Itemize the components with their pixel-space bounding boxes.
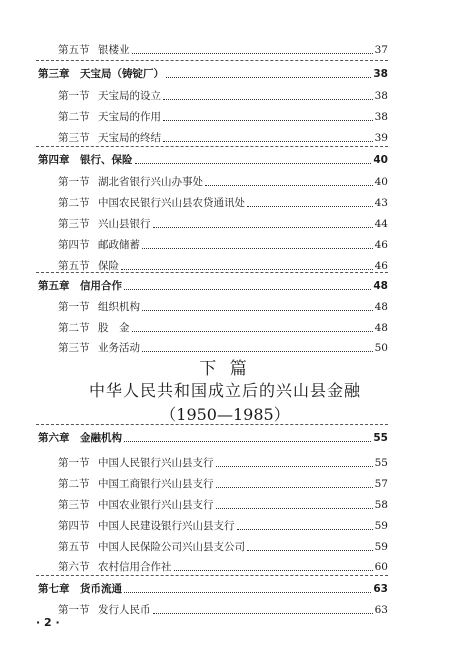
toc-chapter-row [0,276,450,296]
dot-leader [124,289,371,290]
toc-entry-number: 第一节 [58,457,90,469]
chapter-divider [36,272,388,273]
toc-entry-number: 第三节 [58,132,90,144]
toc-entry-page: 55 [374,457,388,469]
toc-entry-number: 第四节 [58,520,90,532]
toc-entry-number: 第三章 [38,68,70,80]
toc-entry-number: 第五节 [58,260,90,272]
toc-entry-title: 中国人民建设银行兴山县支行 [98,520,235,532]
toc-entry-number: 第四节 [58,239,90,251]
toc-entry-number: 第一节 [58,90,90,102]
toc-entry-page: 63 [374,604,388,616]
toc-entry-page: 46 [374,239,388,251]
dot-leader [247,206,373,207]
toc-section-row [0,318,450,338]
toc-entry-page: 40 [374,176,388,188]
toc-entry-title: 股 金 [98,322,130,334]
toc-chapter-row [0,579,450,599]
toc-section-row [0,214,450,234]
toc-entry-page: 58 [374,499,388,511]
dot-leader [163,99,373,100]
toc-entry-number: 第二节 [58,111,90,123]
toc-entry-number: 第三节 [58,342,90,354]
toc-entry-page: 40 [373,154,388,166]
dot-leader [153,613,373,614]
toc-entry-page: 48 [374,301,388,313]
dot-leader [124,592,371,593]
toc-entry-number: 第五节 [58,541,90,553]
toc-entry-page: 43 [374,197,388,209]
toc-chapter-row [0,64,450,84]
toc-entry-title: 天宝局的作用 [98,111,161,123]
dot-leader [216,508,373,509]
dot-leader [153,227,373,228]
dot-leader [124,441,371,442]
dot-leader [142,248,373,249]
toc-section-row [0,516,450,536]
chapter-divider [36,60,388,61]
toc-entry-page: 60 [374,561,388,573]
dot-leader [121,269,373,270]
part-heading: 下 篇 [199,359,251,379]
dot-leader [237,529,373,530]
toc-entry-page: 39 [374,132,388,144]
toc-entry-page: 44 [374,218,388,230]
toc-entry-title: 兴山县银行 [98,218,151,230]
toc-entry-title: 中国农业银行兴山县支行 [98,499,214,511]
toc-entry-number: 第六章 [38,432,70,444]
dot-leader [205,185,373,186]
toc-section-row [0,297,450,317]
dot-leader [216,466,373,467]
toc-section-row [0,495,450,515]
toc-entry-title: 金融机构 [80,432,122,444]
toc-entry-title: 组织机构 [98,301,140,313]
toc-entry-number: 第二节 [58,478,90,490]
toc-entry-page: 38 [373,68,388,80]
toc-entry-page: 38 [374,111,388,123]
toc-entry-title: 业务活动 [98,342,140,354]
dot-leader [132,331,373,332]
toc-entry-title: 银行、保险 [80,154,133,166]
dot-leader [247,550,373,551]
chapter-divider [36,424,388,425]
dot-leader [216,487,373,488]
toc-entry-number: 第二节 [58,322,90,334]
toc-entry-number: 第一节 [58,176,90,188]
toc-entry-number: 第七章 [38,583,70,595]
dot-leader [135,163,371,164]
toc-section-row [0,40,450,60]
toc-entry-title: 天宝局的终结 [98,132,161,144]
page-number: · 2 · [36,616,60,629]
toc-entry-page: 38 [374,90,388,102]
toc-entry-title: 中国工商银行兴山县支行 [98,478,214,490]
toc-entry-title: 中国农民银行兴山县农贷通讯处 [98,197,245,209]
toc-entry-page: 50 [374,342,388,354]
toc-entry-title: 信用合作 [80,280,122,292]
toc-entry-title: 银楼业 [98,44,130,56]
toc-entry-number: 第三节 [58,218,90,230]
toc-entry-title: 湖北省银行兴山办事处 [98,176,203,188]
toc-section-row [0,537,450,557]
toc-entry-number: 第一节 [58,301,90,313]
toc-entry-page: 59 [374,520,388,532]
toc-entry-number: 第二节 [58,197,90,209]
dot-leader [132,53,373,54]
chapter-divider [36,146,388,147]
toc-entry-page: 48 [373,280,388,292]
toc-entry-page: 63 [373,583,388,595]
toc-chapter-row [0,428,450,448]
chapter-divider [36,575,388,576]
dot-leader [174,570,373,571]
toc-section-row [0,172,450,192]
toc-section-row [0,235,450,255]
toc-section-row [0,256,450,276]
toc-entry-page: 59 [374,541,388,553]
toc-entry-title: 中国人民保险公司兴山县支公司 [98,541,245,553]
toc-entry-page: 48 [374,322,388,334]
toc-section-row [0,453,450,473]
toc-entry-page: 55 [373,432,388,444]
toc-entry-number: 第五节 [58,44,90,56]
toc-entry-title: 邮政储蓄 [98,239,140,251]
toc-entry-number: 第五章 [38,280,70,292]
toc-entry-number: 第一节 [58,604,90,616]
dot-leader [163,120,373,121]
toc-section-row [0,557,450,577]
part-years: （1950—1985） [160,405,290,424]
dot-leader [163,141,373,142]
toc-section-row [0,107,450,127]
toc-chapter-row [0,150,450,170]
dot-leader [142,351,373,352]
toc-entry-title: 中国人民银行兴山县支行 [98,457,214,469]
toc-section-row [0,600,450,620]
toc-section-row [0,128,450,148]
toc-section-row [0,474,450,494]
toc-entry-title: 农村信用合作社 [98,561,172,573]
toc-entry-title: 天宝局的设立 [98,90,161,102]
toc-entry-page: 37 [374,44,388,56]
toc-section-row [0,193,450,213]
dot-leader [166,77,371,78]
toc-entry-number: 第三节 [58,499,90,511]
toc-entry-title: 发行人民币 [98,604,151,616]
toc-entry-title: 天宝局（铸锭厂） [80,68,164,80]
toc-entry-page: 57 [374,478,388,490]
part-title: 中华人民共和国成立后的兴山县金融 [88,381,361,400]
dot-leader [142,310,373,311]
toc-entry-number: 第四章 [38,154,70,166]
toc-section-row [0,86,450,106]
toc-entry-page: 46 [374,260,388,272]
toc-entry-title: 保险 [98,260,119,272]
toc-entry-number: 第六节 [58,561,90,573]
toc-entry-title: 货币流通 [80,583,122,595]
